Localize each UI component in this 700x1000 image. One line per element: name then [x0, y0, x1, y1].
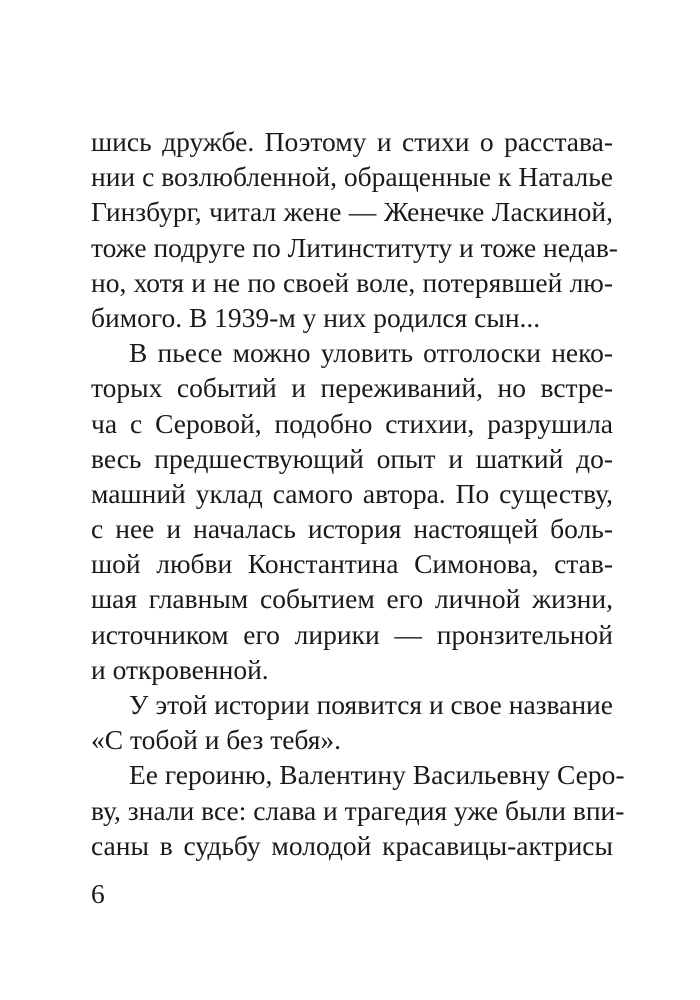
text-line: нии с возлюбленной, обращенные к Наталье [91, 161, 613, 193]
paragraph [91, 335, 613, 687]
paragraph [91, 124, 618, 335]
text-line: Гинзбург, читал жене — Женечке Ласкиной, [91, 196, 613, 228]
text-line: тоже подруге по Литинституту и тоже недав- [91, 231, 618, 263]
paragraph [91, 687, 613, 757]
text-line: саны в судьбу молодой красавицы-актрисы [91, 829, 613, 861]
text-line: но, хотя и не по своей воле, потерявшей лю- [91, 266, 613, 298]
body-text [91, 124, 625, 863]
text-line: У этой истории появится и свое название [129, 689, 613, 720]
paragraph [91, 757, 625, 863]
text-line: бимого. В 1939-м у них родился сын... [91, 301, 541, 333]
text-line: В пьесе можно уловить отголоски неко- [129, 337, 613, 369]
text-line: шая главным событием его личной жизни, [91, 583, 613, 615]
text-line: ву, знали все: слава и трагедия уже были впи- [91, 794, 625, 826]
text-line: торых событий и переживаний, но встре- [91, 372, 613, 404]
text-line: шой любви Константина Симонова, став- [91, 548, 613, 580]
text-line: Ее героиню, Валентину Васильевну Серо- [129, 759, 625, 791]
text-line: и откровенной. [91, 653, 269, 685]
page-number: 6 [91, 878, 105, 909]
text-line: источником его лирики — пронзительной [91, 618, 613, 650]
text-line: шись дружбе. Поэтому и стихи о расстава- [91, 126, 613, 157]
text-line: машний уклад самого автора. По существу, [91, 477, 613, 509]
text-line: с нее и началась история настоящей боль- [91, 513, 613, 545]
text-line: ча с Серовой, подобно стихии, разрушила [91, 407, 613, 439]
text-line: весь предшествующий опыт и шаткий до- [91, 442, 613, 474]
text-line: «С тобой и без тебя». [91, 724, 342, 756]
